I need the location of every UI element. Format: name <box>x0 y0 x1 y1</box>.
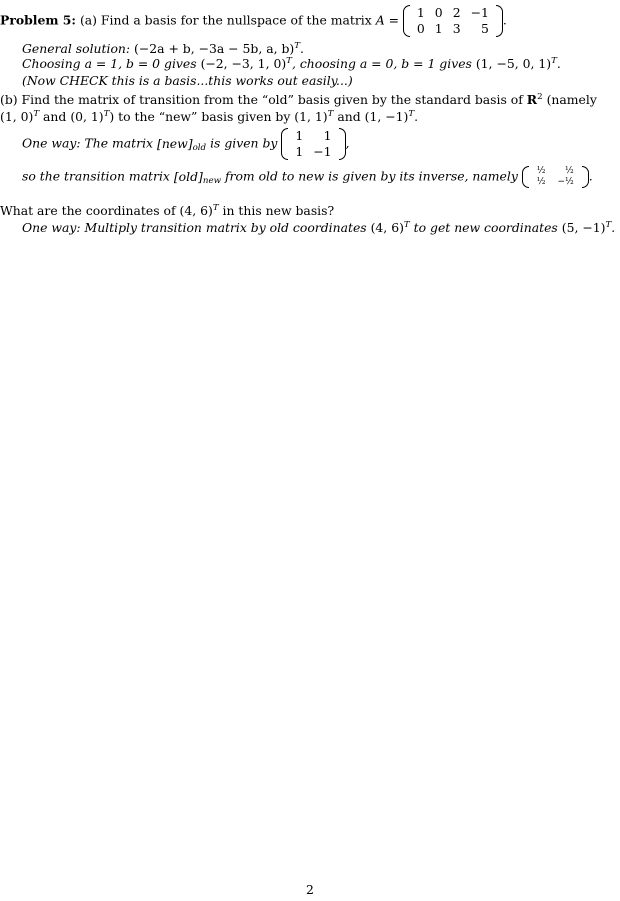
part-b-prompt: (b) Find the matrix of transition from the “old” basis given by the standard basis of <box>0 92 523 107</box>
new-old-matrix-cell: 1 <box>295 144 304 159</box>
inverse-matrix <box>522 166 589 188</box>
matrix-name: A <box>375 12 385 28</box>
new-old-matrix-cell: −1 <box>313 144 332 159</box>
matrix-a-cell: 1 <box>434 21 443 36</box>
choice2-label: , choosing <box>291 56 356 71</box>
inverse-matrix-row-2 <box>531 177 580 188</box>
page-number: 2 <box>306 882 314 897</box>
new-old-matrix-cell: 1 <box>295 128 304 143</box>
old-new-symbol: $[old]_{new}$ <box>173 168 221 186</box>
coord-question-a: What are the coordinates of <box>0 203 176 218</box>
general-solution-label: General solution: <box>22 41 131 56</box>
inverse-matrix-row-1 <box>531 166 580 177</box>
coord-question-vector: (4, 6)$^T$ <box>179 203 219 218</box>
new-coordinates: (5, −1)$^T$ <box>561 220 612 235</box>
inverse-matrix-cell: ½ <box>565 166 574 176</box>
general-solution-line: General solution: (−2a + b, −3a − 5b, a, b)$^T$. <box>22 41 304 56</box>
inverse-text-a: so the transition matrix <box>22 168 170 184</box>
part-b-line-2: (1, 0)$^T$ and (0, 1)$^T$) to the “new” basis given by (1, 1)$^T$ and (1, −1)$^T$. <box>0 109 419 124</box>
one-way-multiply-line: One way: Multiply transition matrix by old coordinates (4, 6)$^T$ to get new coordinates (5, −1)$^T$. <box>22 220 616 235</box>
matrix-a-cell: 0 <box>434 5 443 20</box>
problem-5-line: Problem 5: (a) Find a basis for the nullspace of the matrix A = 1 0 2 −1 0 1 3 5 . <box>0 5 507 36</box>
new-basis-vec-1: (1, 1)$^T$ <box>294 109 334 124</box>
choice1-condition: a = 1, b = 0 <box>84 56 161 71</box>
one-way-matrix-line: One way: The matrix $[new]_{old}$ is given by 1 1 1 −1 , <box>22 128 350 159</box>
matrix-a-cell: 3 <box>452 21 461 36</box>
new-old-matrix <box>281 128 345 160</box>
new-old-matrix-row-2 <box>290 144 336 160</box>
multiply-text-b: to get new coordinates <box>413 220 558 235</box>
old-basis-vec-1: (1, 0)$^T$ <box>0 109 40 124</box>
part-b-namely: (namely <box>546 92 597 107</box>
problem-heading: Problem 5: <box>0 12 76 28</box>
gives2: gives <box>439 56 472 71</box>
basis-vector-2: (1, −5, 0, 1)$^T$ <box>475 56 557 71</box>
inverse-matrix-cell: ½ <box>536 177 546 187</box>
part-b-line-1 <box>0 94 597 106</box>
inverse-matrix-cell: ½ <box>536 166 546 176</box>
new-old-matrix-row-1 <box>290 128 336 144</box>
inverse-matrix-cell: −½ <box>557 177 574 187</box>
and-2: and <box>337 109 361 124</box>
matrix-a-row-2 <box>412 21 494 37</box>
matrix-a-cell: 1 <box>416 5 425 20</box>
basis-vector-1: (−2, −3, 1, 0)$^T$ <box>200 56 292 71</box>
is-given-by: is given by <box>210 135 278 151</box>
and-1: and <box>43 109 67 124</box>
inverse-text-b: from old to new is given by its inverse, namely <box>224 168 518 184</box>
matrix-a-cell: 0 <box>416 21 425 36</box>
old-coordinates: (4, 6)$^T$ <box>370 220 410 235</box>
new-old-symbol: $[new]_{old}$ <box>156 135 207 153</box>
part-a-prompt: (a) Find a basis for the nullspace of the matrix <box>79 12 372 28</box>
choice2-condition: a = 0, b = 1 <box>359 56 436 71</box>
choosing-line: Choosing a = 1, b = 0 gives (−2, −3, 1, 0)$^T$, choosing a = 0, b = 1 gives (1, −5, 0, 1)$^T$. <box>22 56 561 71</box>
one-way-label: One way: The matrix <box>22 135 154 151</box>
multiply-text-a: One way: Multiply transition matrix by old coordinates <box>22 220 367 235</box>
gives1: gives <box>164 56 197 71</box>
matrix-a-cell: 2 <box>452 5 461 20</box>
coord-question-b: in this new basis? <box>222 203 335 218</box>
matrix-a-cell: −1 <box>470 5 489 20</box>
inverse-line: so the transition matrix $[old]_{new}$ from old to new is given by its inverse, namely ½ ½ ½ −½ . <box>22 166 593 187</box>
new-basis-vec-2: (1, −1)$^T$ <box>364 109 415 124</box>
check-note: (Now CHECK this is a basis...this works out easily...) <box>22 73 353 88</box>
old-basis-vec-2: (0, 1)$^T$ <box>70 109 110 124</box>
choice1-label: Choosing <box>22 56 81 71</box>
general-solution-vector: (−2a + b, −3a − 5b, a, b)$^T$ <box>134 41 301 56</box>
matrix-a-cell: 5 <box>480 21 489 36</box>
coordinates-question <box>0 205 334 217</box>
part-b-new-basis-text: ) to the “new” basis given by <box>109 109 291 124</box>
new-old-matrix-cell: 1 <box>323 128 332 143</box>
matrix-a <box>403 5 503 37</box>
space-symbol: $R^2$ <box>526 92 543 107</box>
matrix-a-row-1 <box>412 5 494 21</box>
